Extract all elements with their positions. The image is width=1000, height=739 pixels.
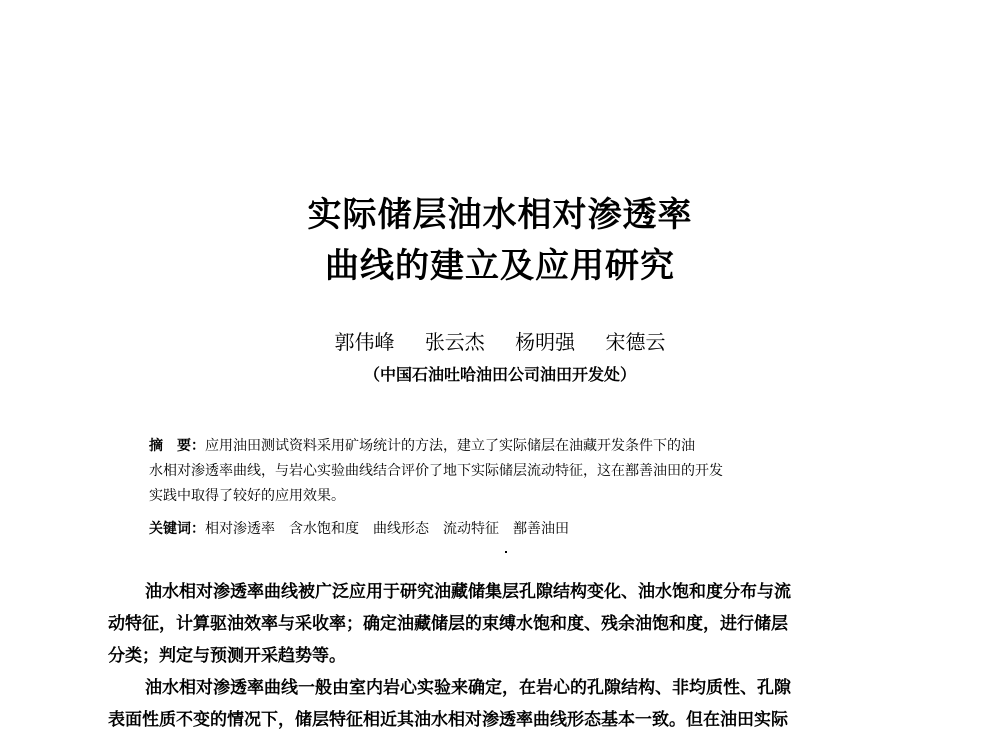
author-2: 张云杰 [424,330,485,354]
body-paragraph-1 [108,576,918,672]
body-p1-line-2: 动特征，计算驱油效率与采收率；确定油藏储层的束缚水饱和度、残余油饱和度，进行储层 [108,614,788,634]
body-p1-line-1: 油水相对渗透率曲线被广泛应用于研究油藏储集层孔隙结构变化、油水饱和度分布与流 [145,582,791,602]
affiliation: （中国石油吐哈油田公司油田开发处） [363,365,636,384]
body-p1-line-3: 分类；判定与预测开采趋势等。 [108,646,346,666]
author-4: 宋德云 [605,330,666,354]
body-paragraph-2 [108,672,918,736]
author-list [0,326,1000,355]
keywords-items: 相对渗透率 含水饱和度 曲线形态 流动特征 鄯善油田 [205,521,569,537]
abstract-label: 摘 要： [149,438,205,454]
keywords [149,517,879,542]
abstract-line-1 [149,434,879,459]
abstract-text-1: 应用油田测试资料采用矿场统计的方法，建立了实际储层在油藏开发条件下的油 [205,438,695,454]
separator-dot [505,551,507,553]
abstract-line-2: 水相对渗透率曲线，与岩心实验曲线结合评价了地下实际储层流动特征，这在鄯善油田的开发 [149,463,723,479]
body-p2-line-2: 表面性质不变的情况下，储层特征相近其油水相对渗透率曲线形态基本一致。但在油田实际 [108,710,788,730]
paper-title-line-2: 曲线的建立及应用研究 [325,246,675,286]
paper-title-line-1: 实际储层油水相对渗透率 [307,195,693,235]
keywords-label: 关键词： [149,521,205,537]
body-p2-line-1: 油水相对渗透率曲线一般由室内岩心实验来确定，在岩心的孔隙结构、非均质性、孔隙 [145,678,791,698]
abstract-line-3: 实践中取得了较好的应用效果。 [149,488,345,504]
author-1: 郭伟峰 [334,330,395,354]
abstract [149,434,879,509]
keywords-line [149,517,879,542]
author-3: 杨明强 [515,330,576,354]
